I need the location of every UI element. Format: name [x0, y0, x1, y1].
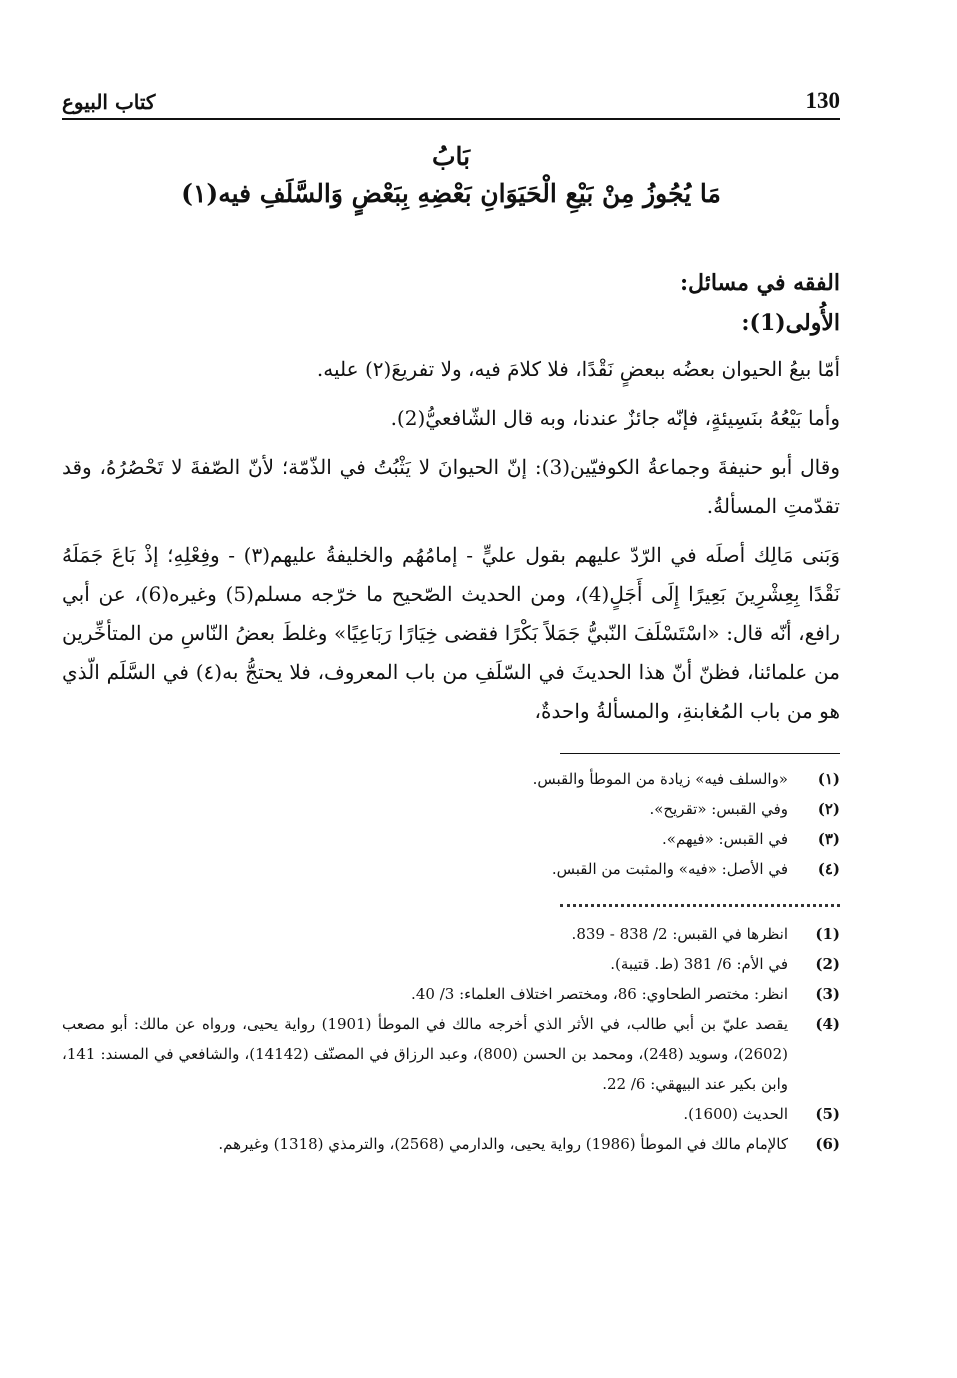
footnote-number: (6) — [815, 1135, 840, 1153]
footnote-number: (1) — [815, 925, 840, 943]
footnote — [62, 949, 840, 979]
variant-note — [62, 854, 840, 884]
footnote-text: في الأم: 6/ 381 (ط. قتيبة). — [610, 955, 788, 973]
running-title: كتاب البيوع — [62, 90, 156, 114]
footnote-number: (5) — [815, 1105, 840, 1123]
footnote — [62, 979, 840, 1009]
note-text: «والسلف فيه» زيادة من الموطأ والقبس. — [532, 770, 788, 788]
page-number: 130 — [805, 88, 840, 113]
footnote — [62, 1009, 840, 1099]
variant-note — [62, 794, 840, 824]
note-number: (٢) — [817, 800, 840, 818]
footnote-text: انظر: مختصر الطحاوي: 86، ومختصر اختلاف العلماء: 3/ 40. — [411, 985, 788, 1003]
footnote-divider — [560, 753, 840, 754]
footnote-text: يقصد عليّ بن أبي طالب، في الأثر الذي أخرجه مالك في الموطأ (1901) رواية يحيى، ورواه عن مالك: أبو مصعب (2602)، وسويد (248)، ومحمد بن الحسن (800)، وعبد الرزاق في المصنّف (14142)، والشافعي في المسند: 141، وابن بكير عند البيهقي: 6/ 22. — [62, 1015, 789, 1093]
variant-note — [62, 764, 840, 794]
note-text: في الأصل: «فيه» والمثبت من القبس. — [551, 860, 788, 878]
footnote-number: (2) — [815, 955, 840, 973]
footnote-text: كالإمام مالك في الموطأ (1986) رواية يحيى، والدارمي (2568)، والترمذي (1318) وغيرهم. — [218, 1135, 788, 1153]
note-number: (٣) — [817, 830, 840, 848]
footnote — [62, 1099, 840, 1129]
footnote — [62, 919, 840, 949]
section-heading: الفقه في مسائل: — [679, 270, 840, 296]
chapter-title: مَا يُجُوزُ مِنْ بَيْعِ الْحَيَوَانِ بَعْضِهِ بِبَعْضٍ وَالسَّلَفِ فيه(١) — [181, 179, 721, 208]
note-text: في القبس: «فيهم». — [662, 830, 788, 848]
footnotes — [62, 919, 840, 1159]
dotted-separator — [560, 904, 840, 907]
paragraph-4: وَبَنى مَالِك أصلَه في الرّدّ عليهم بقول عليٍّ - إمامُهُم والخليفةُ عليهم(٣) - وفِعْلِهِ؛ إذْ بَاعَ جَمَلَهُ نَقْدًا بِعِشْرِينَ بَعِيرًا إِلَى أَجَلٍ(4)، ومن الحديث الصّحيح ما خرّجه مسلم(5) وغيره(6)، عن أبي رافع، أنّه قال: «اسْتَسْلَفَ النّبيُّ جَمَلاً بَكْرًا فقضى خِيَارًا رَبَاعِيًا» وغلطَ بعضُ النّاسِ من المتأخِّرين من علمائنا، فظنّ أنّ هذا الحديثَ في السّلَفِ من باب المعروف، فلا يحتجُّ به(٤) في السَّلَم الّذي هو من باب المُغابنةِ، والمسألةُ واحدةٌ، — [62, 543, 840, 723]
paragraph-1: أمّا بيعُ الحيوان بعضُه ببعضٍ نَقْدًا، فلا كلامَ فيه، ولا تفريعَ(٢) عليه. — [316, 357, 840, 381]
sub-heading: الأُولى(1): — [741, 310, 840, 336]
note-number: (٤) — [817, 860, 840, 878]
footnote-number: (3) — [815, 985, 840, 1003]
chapter-label: بَابُ — [431, 142, 471, 171]
footnote — [62, 1129, 840, 1159]
paragraph-2: وأما بَيْعُهُ بنَسِيئةٍ، فإنّه جائزٌ عندنا، وبه قال الشّافعيُّ(2). — [390, 406, 840, 430]
footnote-text: الحديث (1600). — [683, 1105, 788, 1123]
footnote-number: (4) — [815, 1015, 840, 1033]
page-header — [62, 80, 840, 120]
variant-notes — [62, 764, 840, 884]
note-text: وفي القبس: «تقريح». — [649, 800, 788, 818]
paragraph-3: وقال أبو حنيفةَ وجماعةُ الكوفيّين(3): إنّ الحيوانَ لا يَثْبُتُ في الذّمّة؛ لأنّ الصّفةَ لا تَحْصُرُهُ، وقد تقدّمتِ المسألةُ. — [62, 455, 840, 518]
book-page — [62, 80, 840, 1159]
note-number: (١) — [817, 770, 840, 788]
footnote-text: انظرها في القبس: 2/ 838 - 839. — [571, 925, 788, 943]
variant-note — [62, 824, 840, 854]
